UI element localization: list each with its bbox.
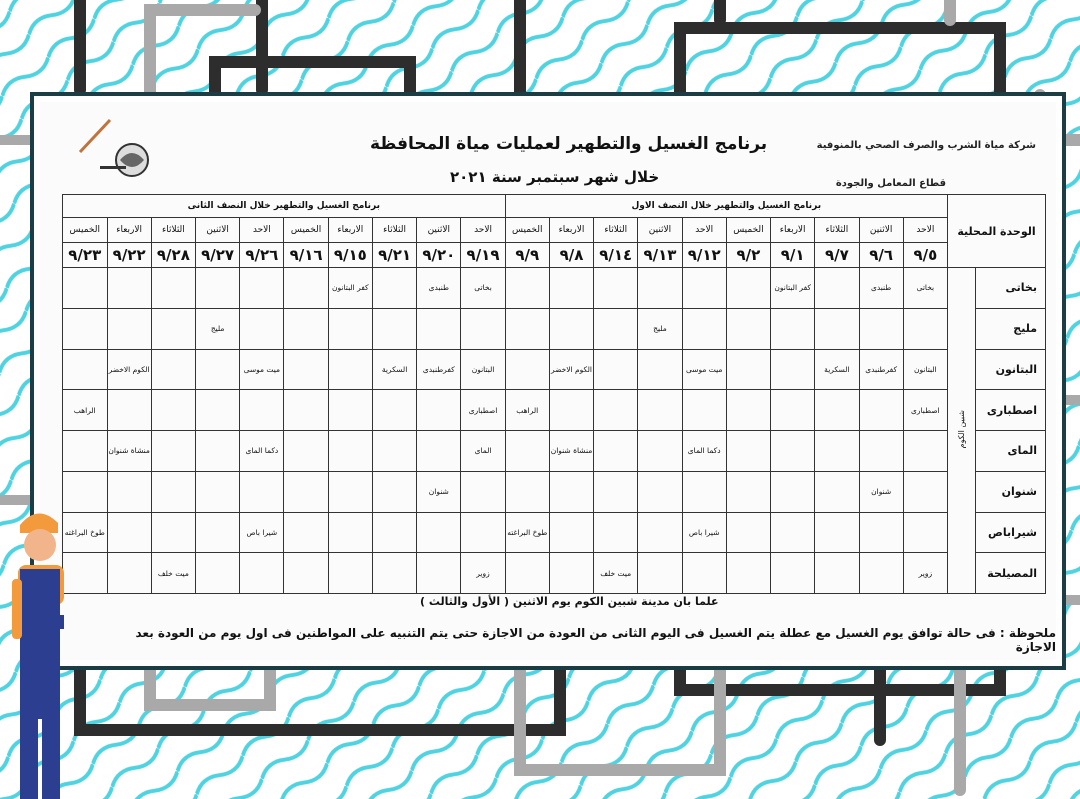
schedule-cell [815, 268, 859, 309]
schedule-cell: كفرطنبدى [417, 349, 461, 390]
day-header: الثلاثاء [151, 218, 195, 243]
date-header: ٩/١٣ [638, 243, 682, 268]
schedule-cell [417, 308, 461, 349]
village-name: بخاتى [976, 268, 1046, 309]
schedule-cell [372, 308, 416, 349]
schedule-cell [815, 553, 859, 594]
schedule-cell: كفرطنبدى [859, 349, 903, 390]
schedule-cell [726, 431, 770, 472]
schedule-cell [638, 553, 682, 594]
day-header: الاربعاء [771, 218, 815, 243]
schedule-cell [505, 308, 549, 349]
day-header: الثلاثاء [372, 218, 416, 243]
schedule-cell: زوير [461, 553, 505, 594]
table-row [63, 308, 1046, 349]
day-header: الاثنين [196, 218, 240, 243]
day-header: الثلاثاء [594, 218, 638, 243]
schedule-cell [859, 512, 903, 553]
date-header: ٩/٢٢ [107, 243, 151, 268]
date-header: ٩/٢ [726, 243, 770, 268]
schedule-cell: بخاتى [903, 268, 947, 309]
schedule-cell [196, 512, 240, 553]
first-half-header: برنامج الغسيل والتطهير خلال النصف الاول [505, 195, 947, 218]
village-name: مليج [976, 308, 1046, 349]
schedule-cell [196, 349, 240, 390]
schedule-cell [549, 512, 593, 553]
schedule-cell [240, 268, 284, 309]
schedule-cell: مليج [196, 308, 240, 349]
date-header: ٩/٥ [903, 243, 947, 268]
schedule-cell [726, 268, 770, 309]
date-header: ٩/٨ [549, 243, 593, 268]
table-row [63, 268, 1046, 309]
schedule-cell: شيرا باص [240, 512, 284, 553]
schedule-cell [726, 390, 770, 431]
schedule-cell [328, 431, 372, 472]
date-header: ٩/١٢ [682, 243, 726, 268]
schedule-cell [638, 471, 682, 512]
schedule-cell [63, 349, 108, 390]
schedule-cell [815, 390, 859, 431]
schedule-cell: ميت موسى [240, 349, 284, 390]
day-header: الاربعاء [328, 218, 372, 243]
schedule-cell [594, 308, 638, 349]
day-header: الخميس [726, 218, 770, 243]
schedule-cell [638, 431, 682, 472]
schedule-cell: ميت خلف [151, 553, 195, 594]
schedule-cell: اصطبارى [461, 390, 505, 431]
schedule-cell [151, 349, 195, 390]
day-header: الثلاثاء [815, 218, 859, 243]
schedule-cell: البتانون [461, 349, 505, 390]
schedule-cell [328, 349, 372, 390]
schedule-cell [151, 431, 195, 472]
schedule-cell [682, 268, 726, 309]
table-row [63, 349, 1046, 390]
schedule-cell: ميت خلف [594, 553, 638, 594]
schedule-document [30, 92, 1066, 670]
schedule-cell: البتانون [903, 349, 947, 390]
table-row [63, 471, 1046, 512]
schedule-cell: الكوم الاخضر [549, 349, 593, 390]
schedule-cell [594, 431, 638, 472]
schedule-cell [549, 308, 593, 349]
day-header: الاربعاء [107, 218, 151, 243]
schedule-cell [903, 512, 947, 553]
schedule-cell [151, 308, 195, 349]
document-title: برنامج الغسيل والتطهير لعمليات مياة المحافظة [370, 134, 768, 154]
schedule-cell: كفر البتانون [771, 268, 815, 309]
schedule-cell: السكرية [815, 349, 859, 390]
village-name: شيراباص [976, 512, 1046, 553]
schedule-cell [240, 553, 284, 594]
schedule-cell [594, 471, 638, 512]
scanned-paper [40, 102, 1056, 660]
day-header: الاثنين [638, 218, 682, 243]
date-header: ٩/٢٣ [63, 243, 108, 268]
schedule-cell: طوخ البراغته [505, 512, 549, 553]
village-name: اصطبارى [976, 390, 1046, 431]
schedule-cell [771, 471, 815, 512]
schedule-cell [594, 349, 638, 390]
schedule-cell [196, 431, 240, 472]
day-header: الاثنين [417, 218, 461, 243]
schedule-cell [328, 512, 372, 553]
day-header: الاربعاء [549, 218, 593, 243]
schedule-cell [328, 471, 372, 512]
day-header: الخميس [284, 218, 328, 243]
schedule-cell [815, 471, 859, 512]
date-header: ٩/٢٨ [151, 243, 195, 268]
village-name: الماى [976, 431, 1046, 472]
schedule-cell [328, 553, 372, 594]
schedule-cell [461, 512, 505, 553]
schedule-cell [107, 268, 151, 309]
schedule-cell [505, 553, 549, 594]
schedule-cell [859, 553, 903, 594]
schedule-cell [771, 349, 815, 390]
day-header: الاثنين [859, 218, 903, 243]
schedule-cell: الماى [461, 431, 505, 472]
schedule-cell [859, 431, 903, 472]
schedule-cell [417, 431, 461, 472]
schedule-cell [549, 553, 593, 594]
schedule-cell [372, 471, 416, 512]
schedule-cell [284, 308, 328, 349]
schedule-cell [682, 390, 726, 431]
schedule-cell: الكوم الاخضر [107, 349, 151, 390]
schedule-cell [63, 308, 108, 349]
schedule-cell [240, 471, 284, 512]
wash-schedule-table [62, 194, 1046, 594]
schedule-cell: دكما الماى [682, 431, 726, 472]
schedule-cell [63, 431, 108, 472]
schedule-cell: اصطبارى [903, 390, 947, 431]
city-note: علما بان مدينة شبين الكوم يوم الاثنين ( الأول والثالث ) [420, 595, 719, 608]
schedule-cell [549, 471, 593, 512]
schedule-cell [328, 390, 372, 431]
schedule-cell [726, 471, 770, 512]
day-header: الاحد [682, 218, 726, 243]
schedule-cell [107, 308, 151, 349]
schedule-cell: شيرا باص [682, 512, 726, 553]
schedule-cell: بخاتى [461, 268, 505, 309]
schedule-cell [151, 471, 195, 512]
schedule-cell [859, 390, 903, 431]
table-row [63, 553, 1046, 594]
schedule-cell [284, 390, 328, 431]
date-header: ٩/٩ [505, 243, 549, 268]
schedule-cell [815, 431, 859, 472]
date-header: ٩/٢٦ [240, 243, 284, 268]
schedule-cell [328, 308, 372, 349]
schedule-cell [372, 512, 416, 553]
schedule-cell [151, 268, 195, 309]
schedule-cell [284, 431, 328, 472]
schedule-cell [196, 268, 240, 309]
schedule-cell: شنوان [859, 471, 903, 512]
schedule-cell [107, 512, 151, 553]
schedule-cell [284, 553, 328, 594]
date-header: ٩/٢١ [372, 243, 416, 268]
schedule-cell [284, 268, 328, 309]
schedule-cell [903, 308, 947, 349]
schedule-cell: مليج [638, 308, 682, 349]
schedule-cell: السكرية [372, 349, 416, 390]
schedule-cell [594, 268, 638, 309]
date-header: ٩/٧ [815, 243, 859, 268]
schedule-cell [284, 471, 328, 512]
schedule-cell [594, 512, 638, 553]
schedule-cell: طنبدى [859, 268, 903, 309]
schedule-cell [372, 390, 416, 431]
date-header: ٩/٢٧ [196, 243, 240, 268]
schedule-cell [107, 471, 151, 512]
table-row [63, 512, 1046, 553]
unit-header: الوحدة المحلية [947, 195, 1045, 268]
schedule-cell [107, 553, 151, 594]
schedule-cell [903, 471, 947, 512]
sector-name: قطاع المعامل والجودة [835, 178, 946, 189]
schedule-cell [815, 308, 859, 349]
footer-note: ملحوظة : فى حالة توافق يوم الغسيل مع عطلة يتم الغسيل فى اليوم الثانى من العودة من الاجازة حتى يتم التنبيه على المواطنين فى اول يوم من العودة بعد الاجازة [135, 626, 1056, 654]
table-row [63, 390, 1046, 431]
document-subtitle: خلال شهر سبتمبر سنة ٢٠٢١ [450, 168, 660, 186]
day-header: الاحد [461, 218, 505, 243]
schedule-cell: زوير [903, 553, 947, 594]
schedule-cell [682, 308, 726, 349]
schedule-cell [196, 390, 240, 431]
schedule-cell [151, 512, 195, 553]
schedule-cell [461, 308, 505, 349]
schedule-cell [240, 390, 284, 431]
worker-illustration [0, 505, 100, 799]
schedule-cell [505, 431, 549, 472]
schedule-cell [372, 431, 416, 472]
village-name: المصيلحة [976, 553, 1046, 594]
district-label: شبين الكوم [956, 410, 966, 449]
table-row [63, 431, 1046, 472]
schedule-cell [240, 308, 284, 349]
schedule-cell [771, 431, 815, 472]
schedule-cell: منشاة شنوان [107, 431, 151, 472]
schedule-cell [196, 553, 240, 594]
second-half-header: برنامج الغسيل والتطهير خلال النصف الثانى [63, 195, 506, 218]
schedule-cell: الراهب [63, 390, 108, 431]
schedule-cell: شنوان [417, 471, 461, 512]
schedule-cell [815, 512, 859, 553]
schedule-cell: كفر البتانون [328, 268, 372, 309]
schedule-cell: ميت موسى [682, 349, 726, 390]
day-header: الخميس [505, 218, 549, 243]
schedule-cell [682, 553, 726, 594]
schedule-cell [107, 390, 151, 431]
day-header: الخميس [63, 218, 108, 243]
schedule-cell [638, 268, 682, 309]
date-header: ٩/٦ [859, 243, 903, 268]
date-header: ٩/١٦ [284, 243, 328, 268]
schedule-cell [726, 512, 770, 553]
schedule-cell [284, 512, 328, 553]
schedule-cell [771, 512, 815, 553]
schedule-cell [903, 431, 947, 472]
schedule-cell [461, 471, 505, 512]
schedule-cell [196, 471, 240, 512]
schedule-cell [638, 512, 682, 553]
schedule-cell [284, 349, 328, 390]
date-header: ٩/١٩ [461, 243, 505, 268]
schedule-cell: دكما الماى [240, 431, 284, 472]
schedule-cell [726, 553, 770, 594]
company-logo [100, 140, 152, 180]
schedule-cell [372, 268, 416, 309]
schedule-cell [859, 308, 903, 349]
schedule-cell [638, 349, 682, 390]
day-header: الاحد [240, 218, 284, 243]
schedule-cell: طنبدى [417, 268, 461, 309]
date-header: ٩/١ [771, 243, 815, 268]
district-name [947, 268, 975, 594]
date-header: ٩/١٤ [594, 243, 638, 268]
schedule-cell: طوخ البراغته [63, 512, 108, 553]
schedule-cell [638, 390, 682, 431]
schedule-cell [549, 268, 593, 309]
schedule-cell [726, 308, 770, 349]
date-header: ٩/٢٠ [417, 243, 461, 268]
schedule-cell [594, 390, 638, 431]
schedule-cell [417, 553, 461, 594]
schedule-cell [151, 390, 195, 431]
schedule-cell [771, 308, 815, 349]
day-header: الاحد [903, 218, 947, 243]
schedule-cell [771, 390, 815, 431]
schedule-cell: منشاة شنوان [549, 431, 593, 472]
schedule-cell [726, 349, 770, 390]
schedule-cell [372, 553, 416, 594]
schedule-cell [682, 471, 726, 512]
village-name: شنوان [976, 471, 1046, 512]
schedule-cell [63, 268, 108, 309]
company-name: شركة مياة الشرب والصرف الصحي بالمنوفية [816, 140, 1036, 151]
schedule-cell [505, 268, 549, 309]
date-header: ٩/١٥ [328, 243, 372, 268]
village-name: البتانون [976, 349, 1046, 390]
schedule-cell [549, 390, 593, 431]
schedule-cell: الراهب [505, 390, 549, 431]
schedule-cell [417, 390, 461, 431]
schedule-cell [505, 471, 549, 512]
schedule-cell [417, 512, 461, 553]
schedule-cell [771, 553, 815, 594]
schedule-cell [505, 349, 549, 390]
